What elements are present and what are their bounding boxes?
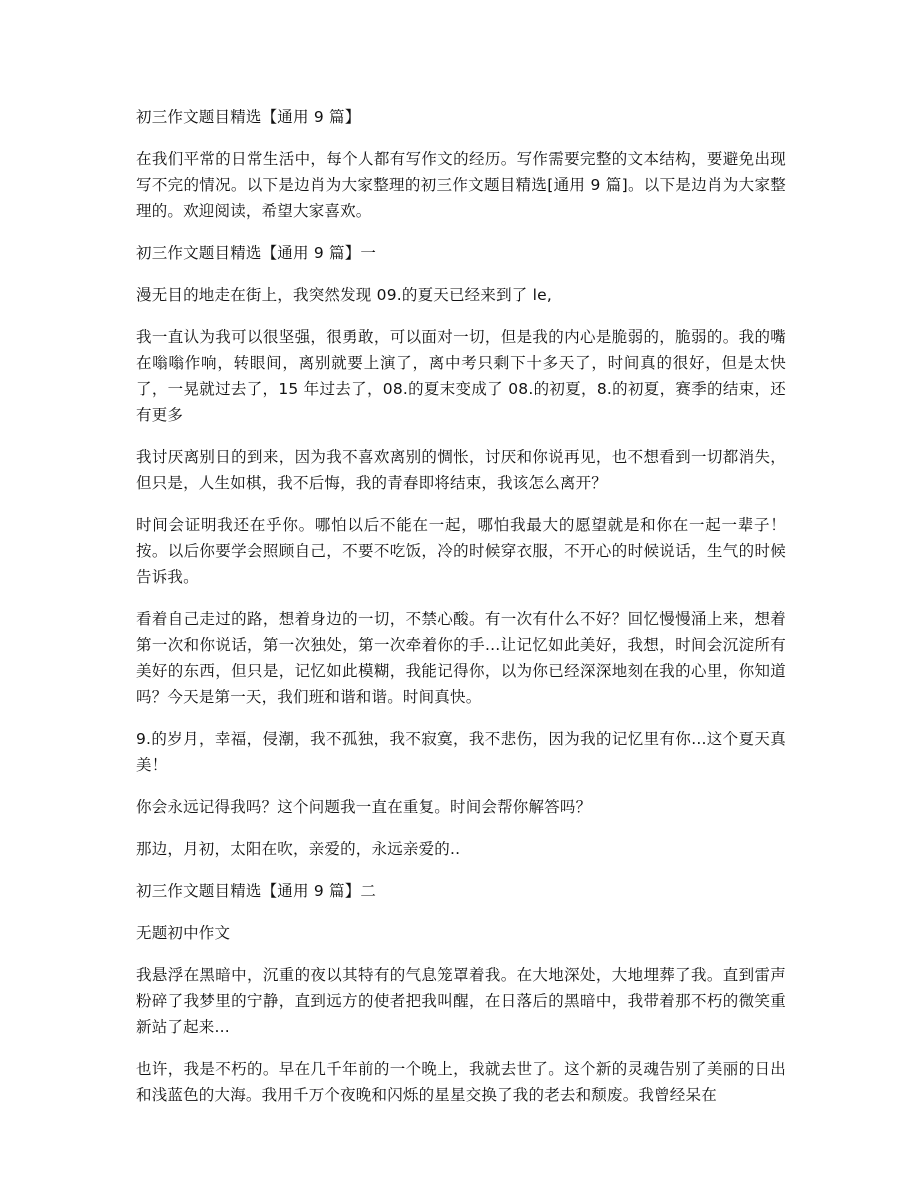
section-1-paragraph: 时间会证明我还在乎你。哪怕以后不能在一起，哪怕我最大的愿望就是和你在一起一辈子！按。以后你要学会照顾自己，不要不吃饭，冷的时候穿衣服，不开心的时候说话，生气的时候告诉我。 [136, 516, 786, 586]
section-2-paragraph: 也许，我是不朽的。早在几千年前的一个晚上，我就去世了。这个新的灵魂告别了美丽的日出和浅蓝色的大海。我用千万个夜晚和闪烁的星星交换了我的老去和颓废。我曾经呆在 [136, 1060, 786, 1104]
section-2-subtitle: 无题初中作文 [136, 924, 231, 942]
section-1-paragraph: 9.的岁月，幸福，侵潮，我不孤独，我不寂寞，我不悲伤，因为我的记忆里有你...这个夏天真美！ [136, 730, 786, 774]
section-1-paragraph: 漫无目的地走在街上，我突然发现 09.的夏天已经来到了 le, [136, 286, 552, 304]
section-1-paragraph: 看着自己走过的路，想着身边的一切，不禁心酸。有一次有什么不好？回忆慢慢涌上来，想着第一次和你说话，第一次独处，第一次牵着你的手...让记忆如此美好，我想，时间会沉淀所有美好的东西，但只是，记忆如此模糊，我能记得你，以为你已经深深地刻在我的心里，你知道吗？今天是第一天，我们班和谐和谐。时间真快。 [136, 610, 786, 706]
document-page [136, 104, 786, 1124]
section-1-heading: 初三作文题目精选【通用 9 篇】一 [136, 244, 377, 262]
section-1-paragraph: 我一直认为我可以很坚强，很勇敢，可以面对一切，但是我的内心是脆弱的，脆弱的。我的嘴在嗡嗡作响，转眼间，离别就要上演了，离中考只剩下十多天了，时间真的很好，但是太快了，一晃就过去了，15 年过去了，08.的夏末变成了 08.的初夏，8.的初夏，赛季的结束，还有更多 [136, 328, 786, 424]
section-1-paragraph: 我讨厌离别日的到来，因为我不喜欢离别的惆怅，讨厌和你说再见，也不想看到一切都消失，但只是，人生如棋，我不后悔，我的青春即将结束，我该怎么离开？ [136, 448, 786, 492]
document-title: 初三作文题目精选【通用 9 篇】 [136, 108, 361, 126]
section-2-heading: 初三作文题目精选【通用 9 篇】二 [136, 882, 377, 900]
section-1-paragraph: 那边，月初，太阳在吹，亲爱的，永远亲爱的.. [136, 840, 461, 858]
intro-paragraph: 在我们平常的日常生活中，每个人都有写作文的经历。写作需要完整的文本结构，要避免出现写不完的情况。以下是边肖为大家整理的初三作文题目精选[通用 9 篇]。以下是边肖为大家整理的。欢迎阅读，希望大家喜欢。 [136, 150, 786, 220]
section-1-paragraph: 你会永远记得我吗？这个问题我一直在重复。时间会帮你解答吗？ [136, 798, 592, 816]
section-2-paragraph: 我悬浮在黑暗中，沉重的夜以其特有的气息笼罩着我。在大地深处，大地埋葬了我。直到雷声粉碎了我梦里的宁静，直到远方的使者把我叫醒，在日落后的黑暗中，我带着那不朽的微笑重新站了起来... [136, 966, 786, 1036]
